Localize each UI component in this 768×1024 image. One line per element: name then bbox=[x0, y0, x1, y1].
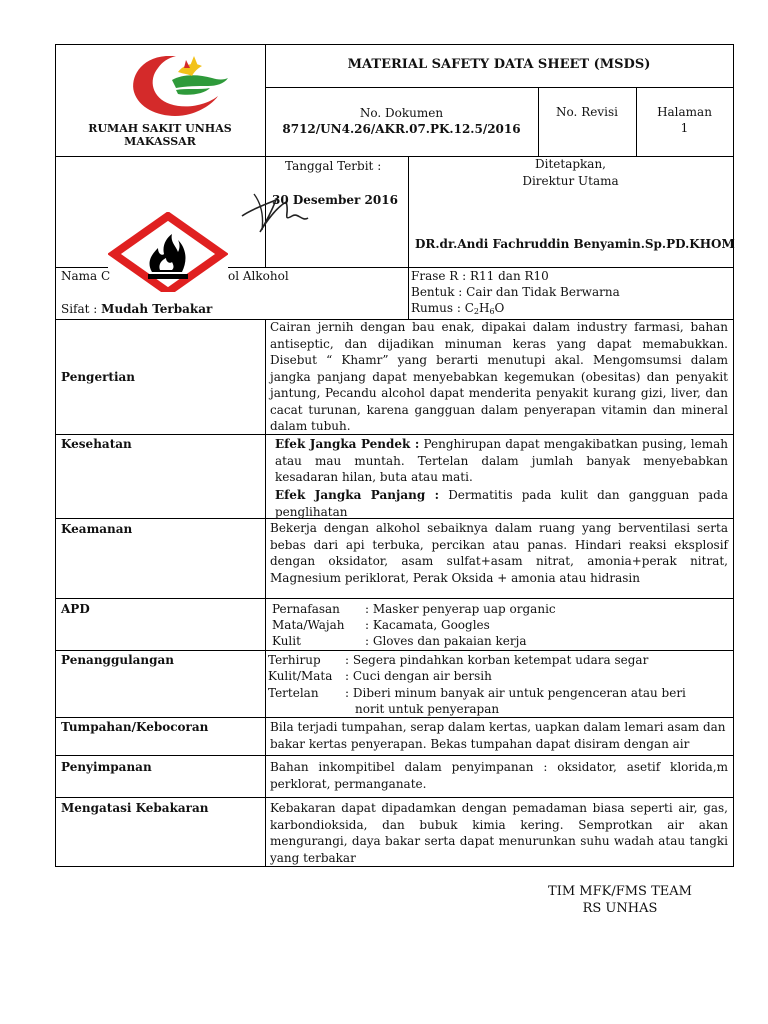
section-label-tumpahan: Tumpahan/Kebocoran bbox=[61, 720, 209, 734]
approved-label-1: Ditetapkan, bbox=[534, 157, 606, 171]
section-label-penyimpanan: Penyimpanan bbox=[61, 760, 152, 774]
chemical-formula: Rumus : $C_2H_6O$ bbox=[411, 301, 505, 316]
chemical-nature: Sifat : Mudah Terbakar bbox=[61, 302, 213, 316]
section-label-kebakaran: Mengatasi Kebakaran bbox=[61, 801, 209, 815]
director-signature bbox=[236, 182, 314, 240]
section-label-apd: APD bbox=[61, 602, 90, 616]
footer-team-line2: RS UNHAS bbox=[582, 901, 658, 916]
doc-number-label: No. Dokumen bbox=[359, 106, 444, 120]
chemical-name-label-right: ol Alkohol bbox=[228, 269, 289, 283]
apd-row-value: : Kacamata, Googles bbox=[365, 618, 490, 632]
chemical-form: Bentuk : Cair dan Tidak Berwarna bbox=[411, 285, 620, 299]
section-text-kebakaran: Kebakaran dapat dipadamkan dengan pemadaman biasa seperti air, gas, karbondioksida, dan bubuk kimia kering. Semprotkan air akan mengurangi, daya bakar serta dapat menurunkan suhu wadah atau tangki yang terbakar bbox=[270, 801, 728, 865]
document-title: MATERIAL SAFETY DATA SHEET (MSDS) bbox=[347, 57, 651, 72]
hospital-name-line2: MAKASSAR bbox=[124, 135, 196, 148]
penanggulangan-row-value: norit untuk penyerapan bbox=[355, 702, 500, 716]
penanggulangan-row-value: : Segera pindahkan korban ketempat udara segar bbox=[345, 653, 649, 667]
penanggulangan-row-key: Kulit/Mata bbox=[268, 669, 333, 683]
section-label-kesehatan: Kesehatan bbox=[61, 437, 132, 451]
flammable-hazard-icon bbox=[108, 212, 228, 292]
hospital-logo bbox=[128, 52, 230, 122]
revision-label: No. Revisi bbox=[556, 105, 618, 119]
page-number: 1 bbox=[680, 121, 689, 135]
penanggulangan-row-value: : Cuci dengan air bersih bbox=[345, 669, 492, 683]
apd-row-key: Kulit bbox=[272, 634, 301, 648]
apd-row-value: : Masker penyerap uap organic bbox=[365, 602, 556, 616]
apd-row-key: Pernafasan bbox=[272, 602, 340, 616]
issue-date-value: 30 Desember 2016 bbox=[272, 193, 398, 207]
section-label-keamanan: Keamanan bbox=[61, 522, 133, 536]
footer-team-line1: TIM MFK/FMS TEAM bbox=[548, 884, 692, 899]
issue-date-label: Tanggal Terbit : bbox=[285, 159, 382, 173]
penanggulangan-row-key: Terhirup bbox=[268, 653, 321, 667]
section-text-kesehatan-long: Efek Jangka Panjang : Dermatitis pada kulit dan gangguan pada penglihatan bbox=[275, 488, 728, 519]
apd-row-key: Mata/Wajah bbox=[272, 618, 345, 632]
chemical-name-label-left: Nama C bbox=[61, 269, 111, 283]
section-text-pengertian: Cairan jernih dengan bau enak, dipakai dalam industry farmasi, bahan antiseptic, dan dijadikan minuman keras yang dapat memabukkan. Disebut “ Khamr” yang berarti menutupi akal. Mengomsumsi dalam jangka panjang dapat menyebabkan kegemukan (obesitas) dan penyakit jantung, Pecandu alcohol dapat menderita penyakit kurang gizi, liver, dan cacat turunan, karena gangguan dalam penyerapan vitamin dan mineral dalam tubuh. bbox=[270, 320, 728, 433]
hospital-name-line1: RUMAH SAKIT UNHAS bbox=[88, 122, 232, 135]
section-text-kesehatan-short: Efek Jangka Pendek : Penghirupan dapat mengakibatkan pusing, lemah atau mau muntah. Tertelan dalam jumlah banyak menyebabkan kesadaran hilan, buta atau mati. bbox=[275, 437, 728, 484]
section-text-penyimpanan: Bahan inkompitibel dalam penyimpanan : oksidator, asetif klorida,m perklorat, permanganate. bbox=[270, 760, 728, 791]
section-label-pengertian: Pengertian bbox=[61, 370, 136, 384]
section-label-penanggulangan: Penanggulangan bbox=[61, 653, 175, 667]
penanggulangan-row-value: : Diberi minum banyak air untuk pengenceran atau beri bbox=[345, 686, 686, 700]
frase-r: Frase R : R11 dan R10 bbox=[411, 269, 549, 283]
page-label: Halaman bbox=[657, 105, 712, 119]
penanggulangan-row-key: Tertelan bbox=[268, 686, 319, 700]
apd-row-value: : Gloves dan pakaian kerja bbox=[365, 634, 527, 648]
doc-number-value: 8712/UN4.26/AKR.07.PK.12.5/2016 bbox=[282, 122, 521, 136]
approved-label-2: Direktur Utama bbox=[522, 174, 619, 188]
director-name: DR.dr.Andi Fachruddin Benyamin.Sp.PD.KHOM bbox=[415, 237, 735, 251]
section-text-keamanan: Bekerja dengan alkohol sebaiknya dalam ruang yang berventilasi serta bebas dari api terbuka, percikan atau panas. Hindari reaksi eksplosif dengan oksidator, asam sulfat+asam nitrat, amonia+perak nitrat, Magnesium periklorat, Perak Oksida + amonia atau hidrasin bbox=[270, 521, 728, 585]
section-text-tumpahan: Bila terjadi tumpahan, serap dalam kertas, uapkan dalam lemari asam dan bakar kertas penyerapan. Bekas tumpahan dapat disiram dengan air bbox=[270, 720, 726, 751]
